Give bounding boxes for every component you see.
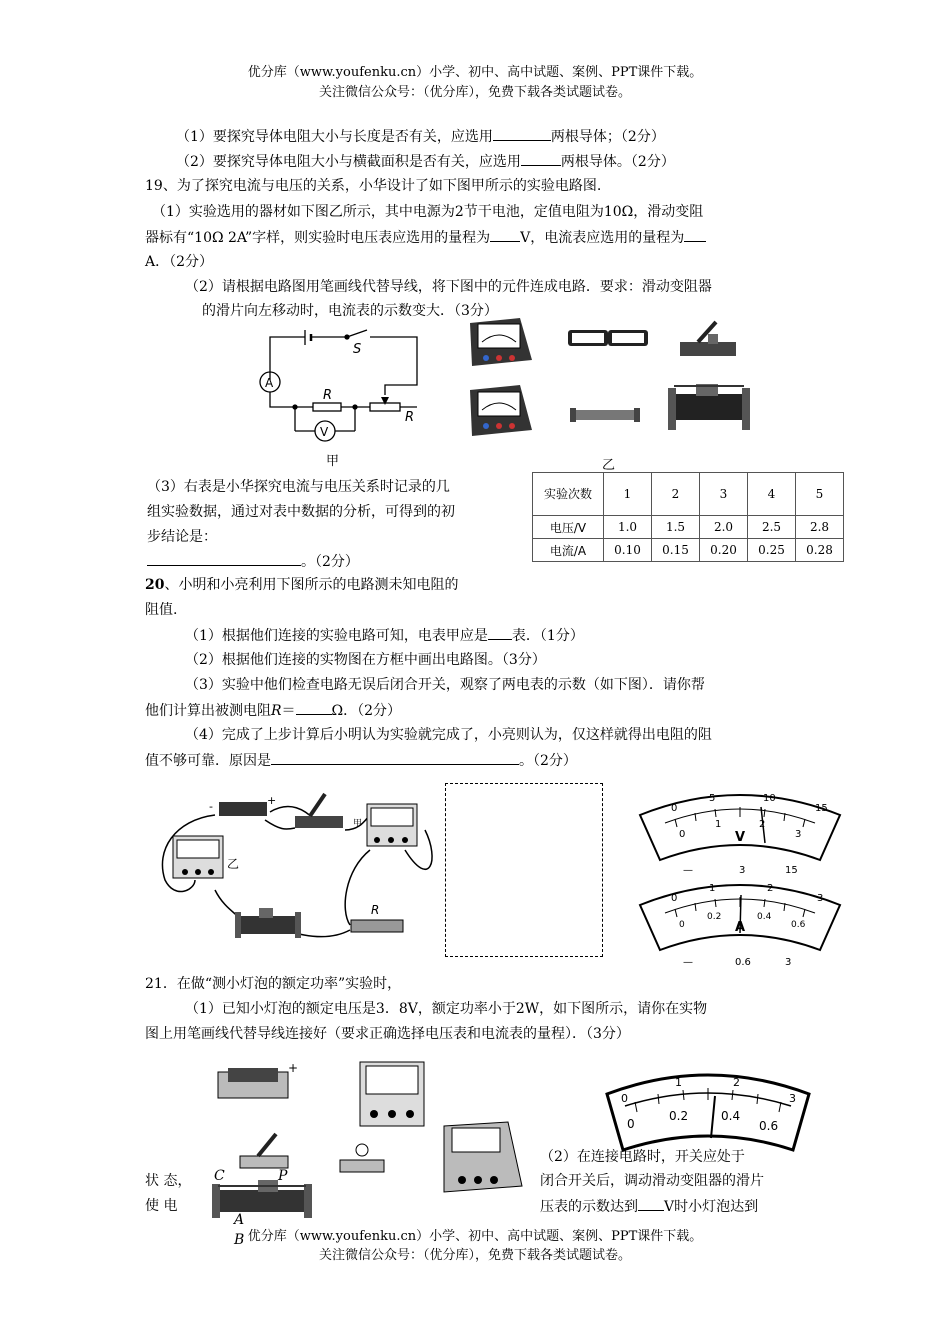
q20-part1-text: （1）根据他们连接的实验电路可知，电表甲应是	[185, 628, 488, 644]
page-footer-line2: 关注微信公众号：（优分库），免费下载各类试题试卷。	[318, 1248, 631, 1263]
voltmeter-terminal-3: 3	[739, 865, 746, 876]
q21-scale-bottom-0: 0	[627, 1117, 635, 1131]
page-header-line2: 关注微信公众号：（优分库），免费下载各类试题试卷。	[318, 85, 631, 100]
table-cell: 2.8	[796, 516, 844, 539]
table-header-cell: 4	[748, 473, 796, 516]
q18-part1-blank[interactable]	[493, 126, 551, 141]
q20-fig-label-yi: 乙	[227, 857, 240, 871]
ammeter-scale-top-1: 1	[709, 883, 716, 894]
svg-text:-: -	[209, 800, 213, 813]
q20-title-text: 、小明和小亮利用下图所示的电路测未知电阻的	[164, 577, 459, 593]
q20-part4-text: 值不够可靠．原因是	[145, 753, 271, 769]
q19-title: 19、为了探究电流与电压的关系，小华设计了如下图甲所示的实验电路图.	[145, 178, 602, 194]
q20-resistance-blank[interactable]	[296, 700, 332, 715]
q19-part3-line4	[147, 551, 359, 572]
voltmeter-unit: V	[735, 830, 746, 845]
q21-scale-bottom-2: 0.4	[721, 1109, 741, 1123]
battery-device	[568, 330, 648, 346]
q20-r-symbol: R	[271, 703, 282, 719]
table-header-cell: 3	[700, 473, 748, 516]
table-row	[533, 473, 844, 516]
q20-meter-blank[interactable]	[488, 625, 512, 640]
q21-voltage-blank[interactable]	[638, 1196, 664, 1211]
q20-part4-line2	[145, 750, 577, 771]
voltmeter-terminal-neg: —	[683, 865, 693, 876]
q20-part4-suffix: 。（2分）	[519, 753, 577, 769]
page-header-line1: 优分库（www.youfenku.cn）小学、初中、高中试题、案例、PPT课件下载。	[247, 65, 703, 80]
ammeter-terminal-3: 3	[785, 957, 792, 968]
q19-part1-text2: V，电流表应选用的量程为	[520, 230, 685, 246]
ammeter-terminal-neg: —	[683, 957, 693, 968]
circuit-label-r1: R	[323, 388, 333, 403]
q18-part2-text: （2）要探究导体电阻大小与横截面积是否有关，应选用	[176, 154, 521, 170]
q18-part1-suffix: 两根导体；（2分）	[550, 129, 665, 145]
q19-part1-text: 器标有“10Ω 2A”字样，则实验时电压表应选用的量程为	[145, 230, 491, 246]
q20-part1	[185, 625, 584, 646]
q21-title: 21．在做“测小灯泡的额定功率”实验时，	[145, 976, 402, 992]
q20-physical-circuit	[155, 790, 435, 950]
table-cell: 2.5	[748, 516, 796, 539]
voltmeter-scale-bottom-1: 1	[715, 819, 722, 830]
voltmeter-scale-bottom-0: 0	[679, 829, 686, 840]
circuit-label-s: S	[353, 342, 362, 357]
ammeter-terminal-06: 0.6	[735, 957, 751, 968]
voltmeter-scale-top-1: 5	[709, 793, 716, 804]
table-cell: 电压/V	[533, 516, 604, 539]
q18-part1	[176, 126, 665, 147]
voltmeter-scale-bottom-2: 2	[759, 819, 766, 830]
circuit-label-v: V	[320, 425, 329, 439]
q20-meter-dials	[635, 785, 845, 975]
table-header-cell: 5	[796, 473, 844, 516]
fig-label-yi: 乙	[602, 458, 616, 473]
q21-scale-top-3: 3	[789, 1092, 796, 1105]
q20-title-line2: 阻值.	[145, 602, 178, 618]
ammeter-scale-top-0: 0	[671, 893, 678, 904]
q21-scale-bottom-1: 0.2	[669, 1109, 689, 1123]
table-header-cell: 2	[652, 473, 700, 516]
q18-part2	[176, 151, 675, 172]
q21-part2-text: （2）在连接电路时，开关应处于	[540, 1149, 745, 1165]
q21-part1-line2: 图上用笔画线代替导线连接好（要求正确选择电压表和电流表的量程）．（3分）	[145, 1026, 630, 1042]
q19-part3-line3: 步结论是：	[147, 529, 217, 545]
table-header-cell: 1	[604, 473, 652, 516]
q20-part3-line2	[145, 700, 401, 721]
rheo-label-p: P	[278, 1168, 288, 1184]
resistor-device	[570, 408, 640, 422]
q20-part4-line1: （4）完成了上步计算后小明认为实验就完成了，小亮则认为，仅这样就得出电阻的阻	[185, 727, 712, 743]
q21-scale-top-2: 2	[733, 1076, 740, 1089]
table-row	[533, 516, 844, 539]
q19-circuit-diagram	[255, 325, 435, 445]
q19-part1-line3: A．（2分）	[145, 254, 214, 270]
q20-title-line1	[145, 575, 458, 595]
table-header-cell: 实验次数	[533, 473, 604, 516]
table-cell: 电流/A	[533, 539, 604, 562]
ammeter-scale-top-2: 2	[767, 883, 774, 894]
table-cell: 0.28	[796, 539, 844, 562]
voltmeter-scale-top-0: 0	[671, 803, 678, 814]
ammeter-unit: A	[735, 920, 746, 935]
q19-equipment-figure	[462, 318, 752, 448]
q20-equals: ＝	[281, 703, 296, 719]
voltmeter-scale-bottom-3: 3	[795, 829, 802, 840]
q19-part2-line1: （2）请根据电路图用笔画线代替导线，将下图中的元件连成电路．要求：滑动变阻器	[185, 279, 712, 295]
table-row	[533, 539, 844, 562]
q21-part2-line3	[540, 1196, 758, 1217]
q19-voltmeter-range-blank[interactable]	[490, 227, 520, 242]
page-footer-line1: 优分库（www.youfenku.cn）小学、初中、高中试题、案例、PPT课件下载。	[247, 1229, 703, 1244]
table-cell: 1.5	[652, 516, 700, 539]
q18-part1-text: （1）要探究导体电阻大小与长度是否有关，应选用	[176, 129, 493, 145]
q21-part2-line2: 闭合开关后，调动滑动变阻器的滑片	[540, 1173, 764, 1189]
q20-part3-text: 他们计算出被测电阻	[145, 703, 271, 719]
q20-part3-suffix: Ω．（2分）	[331, 703, 402, 719]
table-cell: 0.15	[652, 539, 700, 562]
ammeter-scale-bottom-2: 0.4	[757, 912, 772, 922]
q20-part1-suffix: 表．（1分）	[511, 628, 584, 644]
ammeter-scale-bottom-1: 0.2	[707, 912, 722, 922]
q19-ammeter-range-blank[interactable]	[684, 227, 706, 242]
svg-text:+: +	[267, 794, 277, 807]
circuit-label-a: A	[265, 376, 274, 390]
q20-part2: （2）根据他们连接的实物图在方框中画出电路图。（3分）	[185, 652, 546, 668]
table-cell: 0.20	[700, 539, 748, 562]
rheostat-device	[668, 384, 750, 430]
q21-part2-voltage: 使 电	[145, 1198, 178, 1214]
q19-part1-line2	[145, 227, 706, 248]
q19-data-table	[532, 472, 844, 562]
q21-part2-text3: 压表的示数达到	[540, 1199, 638, 1215]
ammeter-scale-top-3: 3	[817, 893, 824, 904]
q21-meter-dial	[603, 1066, 813, 1156]
table-cell: 1.0	[604, 516, 652, 539]
q19-part3-line2: 组实验数据，通过对表中数据的分析，可得到的初	[147, 504, 455, 520]
table-cell: 0.25	[748, 539, 796, 562]
q20-circuit-drawing-box[interactable]	[445, 783, 603, 957]
switch-device	[680, 322, 736, 356]
q18-part2-suffix: 两根导体。（2分）	[560, 154, 675, 170]
rheo-label-b: B	[234, 1232, 245, 1248]
voltmeter-device	[470, 385, 532, 436]
q21-scale-top-0: 0	[621, 1092, 628, 1105]
table-cell: 0.10	[604, 539, 652, 562]
q19-part3-suffix: 。（2分）	[301, 554, 359, 570]
q20-fig-label-r: R	[371, 903, 380, 917]
q19-conclusion-blank[interactable]	[147, 551, 301, 566]
q18-part2-blank[interactable]	[521, 151, 561, 166]
voltmeter-scale-top-2: 10	[763, 793, 776, 804]
q20-fig-label-jia: 甲	[353, 819, 363, 829]
q19-part2-line2: 的滑片向左移动时，电流表的示数变大．（3分）	[202, 303, 498, 319]
q21-part2-line1	[540, 1147, 745, 1167]
svg-text:+: +	[288, 1061, 299, 1075]
circuit-label-r2: R	[405, 410, 415, 425]
q20-reason-blank[interactable]	[271, 750, 519, 765]
ammeter-scale-bottom-0: 0	[679, 920, 685, 930]
ammeter-device	[470, 318, 532, 366]
voltmeter-terminal-15: 15	[785, 865, 798, 876]
q21-part2-state: 状 态，	[145, 1173, 192, 1189]
q19-part3-line1: （3）右表是小华探究电流与电压关系时记录的几	[147, 479, 450, 495]
q21-part1-line1: （1）已知小灯泡的额定电压是3．8V，额定功率小于2W，如下图所示，请你在实物	[185, 1001, 708, 1017]
q21-part2-suffix: V时小灯泡达到	[664, 1199, 759, 1215]
q20-part3-line1: （3）实验中他们检查电路无误后闭合开关，观察了两电表的示数（如下图）．请你帮	[185, 677, 705, 693]
rheo-label-c: C	[214, 1168, 225, 1184]
fig-label-jia: 甲	[326, 454, 340, 469]
q20-number: 20	[145, 577, 165, 593]
rheo-label-a: A	[234, 1212, 245, 1228]
ammeter-scale-bottom-3: 0.6	[791, 920, 806, 930]
table-cell: 2.0	[700, 516, 748, 539]
voltmeter-scale-top-3: 15	[815, 803, 828, 814]
q19-part1-line1: （1）实验选用的器材如下图乙所示，其中电源为2节干电池，定值电阻为10Ω，滑动变阻	[152, 204, 704, 220]
q21-scale-top-1: 1	[675, 1076, 682, 1089]
q21-scale-bottom-3: 0.6	[759, 1119, 779, 1133]
